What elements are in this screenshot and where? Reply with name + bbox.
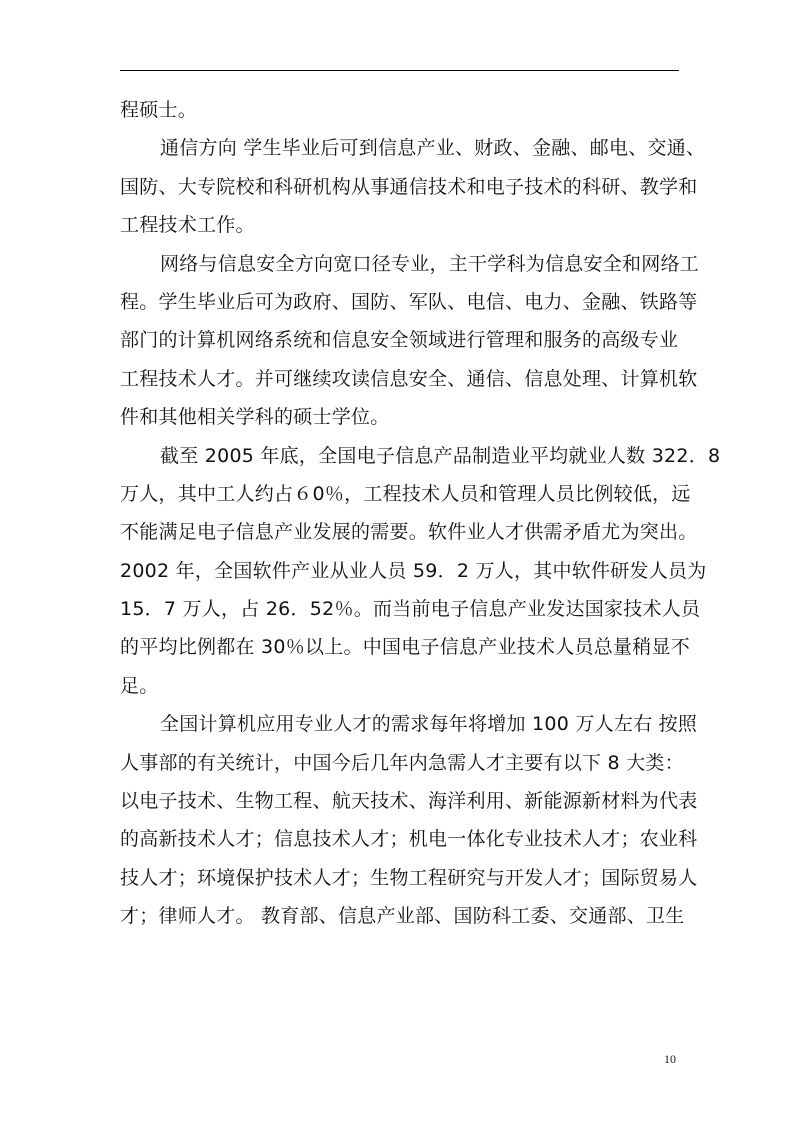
text-line: 程。学生毕业后可为政府、国防、军队、电信、电力、金融、铁路等 bbox=[120, 290, 698, 313]
text-line: 通信方向 学生毕业后可到信息产业、财政、金融、邮电、交通、 bbox=[160, 137, 706, 160]
text-line: 国防、大专院校和科研机构从事通信技术和电子技术的科研、教学和 bbox=[120, 175, 698, 198]
text-line: 15．7 万人，占 26．52％。而当前电子信息产业发达国家技术人员 bbox=[120, 598, 701, 621]
text-line: 截至 2005 年底，全国电子信息产品制造业平均就业人数 322．8 bbox=[160, 444, 721, 467]
text-line: 部门的计算机网络系统和信息安全领域进行管理和服务的高级专业 bbox=[120, 329, 679, 352]
text-line: 网络与信息安全方向宽口径专业，主干学科为信息安全和网络工 bbox=[160, 252, 700, 275]
text-line: 工程技术人才。并可继续攻读信息安全、通信、信息处理、计算机软 bbox=[120, 367, 698, 390]
text-line: 程硕士。 bbox=[120, 99, 198, 121]
text-line: 的高新技术人才；信息技术人才；机电一体化专业技术人才；农业科 bbox=[120, 828, 698, 851]
text-line: 人事部的有关统计，中国今后几年内急需人才主要有以下 8 大类： bbox=[120, 751, 684, 774]
text-line: 技人才；环境保护技术人才；生物工程研究与开发人才；国际贸易人 bbox=[120, 866, 698, 889]
text-line: 件和其他相关学科的硕士学位。 bbox=[120, 406, 390, 429]
text-line: 2002 年，全国软件产业从业人员 59．2 万人，其中软件研发人员为 bbox=[120, 559, 707, 582]
text-line: 不能满足电子信息产业发展的需要。软件业人才供需矛盾尤为突出。 bbox=[120, 521, 698, 544]
text-line: 的平均比例都在 30％以上。中国电子信息产业技术人员总量稍显不 bbox=[120, 636, 690, 659]
text-line: 全国计算机应用专业人才的需求每年将增加 100 万人左右 按照 bbox=[160, 713, 698, 736]
text-line: 万人，其中工人约占６0％，工程技术人员和管理人员比例较低，远 bbox=[120, 482, 691, 505]
text-line: 才；律师人才。 教育部、信息产业部、国防科工委、交通部、卫生 bbox=[120, 905, 685, 928]
text-line: 工程技术工作。 bbox=[120, 214, 255, 237]
page-number: 10 bbox=[664, 1052, 676, 1066]
document-body bbox=[120, 91, 721, 936]
header-rule bbox=[120, 70, 679, 71]
text-line: 以电子技术、生物工程、航天技术、海洋利用、新能源新材料为代表 bbox=[120, 790, 698, 813]
text-line: 足。 bbox=[120, 674, 159, 697]
